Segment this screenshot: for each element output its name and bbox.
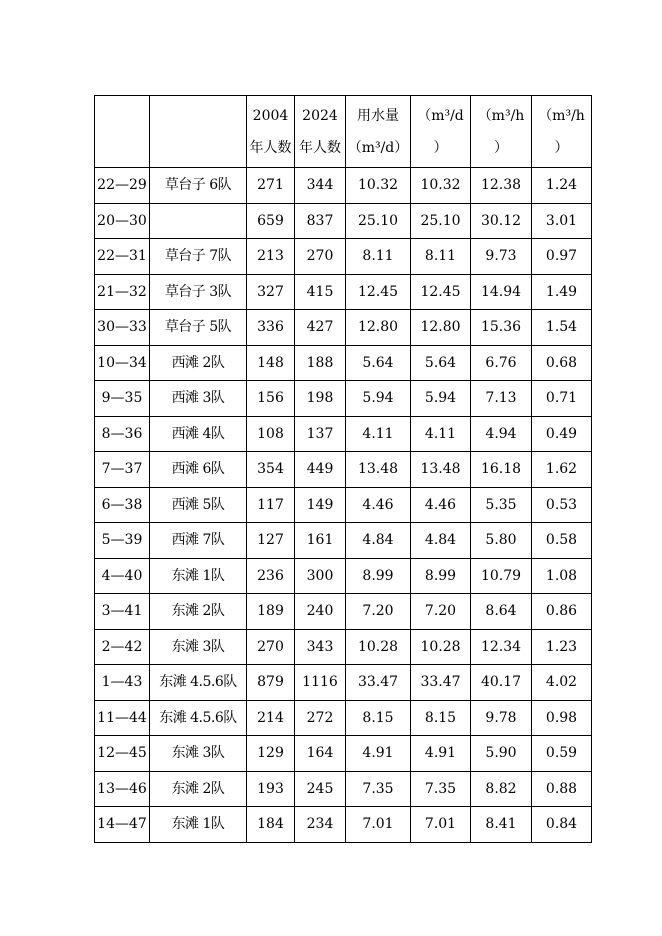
- cell-population-2024: 415: [295, 274, 346, 310]
- header-daily-flow: [411, 96, 471, 168]
- cell-hourly-flow: 8.64: [471, 594, 532, 630]
- table-row: [95, 345, 592, 381]
- cell-node-id: 22—31: [95, 239, 150, 275]
- cell-node-id: 4—40: [95, 558, 150, 594]
- cell-hourly-flow-2: 0.86: [532, 594, 592, 630]
- cell-population-2004: 236: [247, 558, 295, 594]
- cell-location: 东滩 3队: [150, 629, 247, 665]
- cell-population-2024: 245: [295, 771, 346, 807]
- cell-node-id: 21—32: [95, 274, 150, 310]
- cell-daily-flow: 10.32: [411, 168, 471, 204]
- cell-node-id: 6—38: [95, 487, 150, 523]
- cell-population-2024: 149: [295, 487, 346, 523]
- cell-hourly-flow: 5.35: [471, 487, 532, 523]
- header-col1: [95, 96, 150, 168]
- cell-location: 西滩 7队: [150, 523, 247, 559]
- header-col2: [150, 96, 247, 168]
- cell-population-2004: 271: [247, 168, 295, 204]
- cell-population-2024: 272: [295, 700, 346, 736]
- header-population-2024-line1: 2024: [302, 107, 338, 124]
- table-row: [95, 558, 592, 594]
- cell-node-id: 9—35: [95, 381, 150, 417]
- table-row: [95, 665, 592, 701]
- cell-daily-flow: 33.47: [411, 665, 471, 701]
- header-population-2004-line1: 2004: [252, 107, 289, 124]
- cell-population-2004: 336: [247, 310, 295, 346]
- header-population-2024: [295, 96, 346, 168]
- cell-population-2004: 156: [247, 381, 295, 417]
- cell-population-2024: 343: [295, 629, 346, 665]
- header-hourly-flow: [471, 96, 532, 168]
- cell-water-usage: 7.20: [346, 594, 411, 630]
- cell-hourly-flow-2: 0.58: [532, 523, 592, 559]
- cell-hourly-flow: 7.13: [471, 381, 532, 417]
- cell-hourly-flow-2: 0.71: [532, 381, 592, 417]
- table-row: [95, 239, 592, 275]
- cell-hourly-flow-2: 0.68: [532, 345, 592, 381]
- cell-node-id: 5—39: [95, 523, 150, 559]
- cell-hourly-flow: 30.12: [471, 203, 532, 239]
- cell-population-2024: 427: [295, 310, 346, 346]
- cell-population-2004: 193: [247, 771, 295, 807]
- cell-hourly-flow: 8.82: [471, 771, 532, 807]
- cell-hourly-flow-2: 1.24: [532, 168, 592, 204]
- cell-water-usage: 8.11: [346, 239, 411, 275]
- cell-population-2004: 214: [247, 700, 295, 736]
- cell-population-2024: 1116: [295, 665, 346, 701]
- cell-hourly-flow-2: 1.54: [532, 310, 592, 346]
- cell-water-usage: 10.28: [346, 629, 411, 665]
- cell-water-usage: 7.35: [346, 771, 411, 807]
- cell-location: 草台子 3队: [150, 274, 247, 310]
- cell-node-id: 30—33: [95, 310, 150, 346]
- cell-water-usage: 13.48: [346, 452, 411, 488]
- cell-water-usage: 33.47: [346, 665, 411, 701]
- cell-population-2004: 354: [247, 452, 295, 488]
- cell-water-usage: 4.46: [346, 487, 411, 523]
- header-hourly-flow-line1: （m³/h: [477, 107, 525, 124]
- cell-node-id: 14—47: [95, 807, 150, 843]
- table-row: [95, 452, 592, 488]
- cell-node-id: 8—36: [95, 416, 150, 452]
- cell-hourly-flow-2: 0.59: [532, 736, 592, 772]
- cell-hourly-flow: 8.41: [471, 807, 532, 843]
- cell-daily-flow: 10.28: [411, 629, 471, 665]
- table-row: [95, 523, 592, 559]
- cell-population-2024: 300: [295, 558, 346, 594]
- water-usage-table: [94, 95, 592, 843]
- cell-hourly-flow-2: 0.97: [532, 239, 592, 275]
- cell-daily-flow: 4.46: [411, 487, 471, 523]
- table-row: [95, 416, 592, 452]
- cell-population-2024: 164: [295, 736, 346, 772]
- cell-water-usage: 12.45: [346, 274, 411, 310]
- header-daily-flow-line2: ）: [433, 139, 448, 156]
- cell-location: 东滩 1队: [150, 807, 247, 843]
- header-hourly-flow-line2: ）: [494, 139, 508, 156]
- cell-location: 西滩 3队: [150, 381, 247, 417]
- header-water-usage-line2: （m³/d）: [347, 139, 409, 156]
- cell-location: 东滩 4.5.6队: [150, 700, 247, 736]
- cell-daily-flow: 13.48: [411, 452, 471, 488]
- cell-population-2024: 198: [295, 381, 346, 417]
- cell-population-2024: 137: [295, 416, 346, 452]
- cell-hourly-flow-2: 1.23: [532, 629, 592, 665]
- cell-hourly-flow-2: 0.53: [532, 487, 592, 523]
- cell-population-2024: 837: [295, 203, 346, 239]
- cell-population-2004: 189: [247, 594, 295, 630]
- cell-node-id: 10—34: [95, 345, 150, 381]
- cell-location: 西滩 6队: [150, 452, 247, 488]
- cell-hourly-flow-2: 0.88: [532, 771, 592, 807]
- cell-hourly-flow-2: 1.49: [532, 274, 592, 310]
- cell-hourly-flow: 6.76: [471, 345, 532, 381]
- table-row: [95, 168, 592, 204]
- cell-hourly-flow: 15.36: [471, 310, 532, 346]
- cell-daily-flow: 12.80: [411, 310, 471, 346]
- table-row: [95, 807, 592, 843]
- cell-node-id: 3—41: [95, 594, 150, 630]
- cell-daily-flow: 4.84: [411, 523, 471, 559]
- cell-daily-flow: 8.15: [411, 700, 471, 736]
- cell-population-2004: 127: [247, 523, 295, 559]
- cell-daily-flow: 7.01: [411, 807, 471, 843]
- header-water-usage-line1: 用水量: [357, 107, 399, 124]
- cell-hourly-flow-2: 3.01: [532, 203, 592, 239]
- cell-hourly-flow: 5.90: [471, 736, 532, 772]
- cell-population-2004: 148: [247, 345, 295, 381]
- cell-population-2004: 659: [247, 203, 295, 239]
- cell-water-usage: 8.99: [346, 558, 411, 594]
- header-population-2004: [247, 96, 295, 168]
- cell-daily-flow: 5.64: [411, 345, 471, 381]
- cell-population-2024: 161: [295, 523, 346, 559]
- cell-daily-flow: 4.91: [411, 736, 471, 772]
- table-row: [95, 487, 592, 523]
- cell-daily-flow: 5.94: [411, 381, 471, 417]
- cell-water-usage: 4.84: [346, 523, 411, 559]
- cell-location: 东滩 2队: [150, 771, 247, 807]
- cell-population-2004: 327: [247, 274, 295, 310]
- cell-population-2024: 240: [295, 594, 346, 630]
- cell-population-2004: 108: [247, 416, 295, 452]
- header-hourly-flow-2-line1: （m³/h: [538, 107, 585, 124]
- cell-daily-flow: 8.99: [411, 558, 471, 594]
- cell-node-id: 1—43: [95, 665, 150, 701]
- cell-hourly-flow: 10.79: [471, 558, 532, 594]
- cell-population-2024: 344: [295, 168, 346, 204]
- cell-location: 西滩 4队: [150, 416, 247, 452]
- cell-population-2004: 184: [247, 807, 295, 843]
- cell-population-2004: 879: [247, 665, 295, 701]
- cell-population-2004: 270: [247, 629, 295, 665]
- cell-daily-flow: 7.20: [411, 594, 471, 630]
- cell-node-id: 20—30: [95, 203, 150, 239]
- cell-population-2004: 129: [247, 736, 295, 772]
- cell-water-usage: 5.64: [346, 345, 411, 381]
- cell-location: 西滩 2队: [150, 345, 247, 381]
- header-hourly-flow-2-line2: ）: [554, 139, 569, 156]
- table-row: [95, 310, 592, 346]
- cell-population-2004: 117: [247, 487, 295, 523]
- cell-population-2024: 188: [295, 345, 346, 381]
- table-row: [95, 771, 592, 807]
- cell-daily-flow: 7.35: [411, 771, 471, 807]
- cell-hourly-flow-2: 1.08: [532, 558, 592, 594]
- header-hourly-flow-2: [532, 96, 592, 168]
- cell-daily-flow: 4.11: [411, 416, 471, 452]
- table-row: [95, 381, 592, 417]
- cell-hourly-flow: 12.38: [471, 168, 532, 204]
- cell-water-usage: 7.01: [346, 807, 411, 843]
- cell-node-id: 11—44: [95, 700, 150, 736]
- cell-hourly-flow-2: 1.62: [532, 452, 592, 488]
- cell-location: 东滩 3队: [150, 736, 247, 772]
- cell-node-id: 22—29: [95, 168, 150, 204]
- cell-location: 东滩 1队: [150, 558, 247, 594]
- header-water-usage: [346, 96, 411, 168]
- cell-water-usage: 8.15: [346, 700, 411, 736]
- cell-location: 东滩 4.5.6队: [150, 665, 247, 701]
- cell-daily-flow: 25.10: [411, 203, 471, 239]
- cell-water-usage: 5.94: [346, 381, 411, 417]
- cell-water-usage: 12.80: [346, 310, 411, 346]
- cell-location: 草台子 5队: [150, 310, 247, 346]
- cell-node-id: 2—42: [95, 629, 150, 665]
- header-row: [95, 96, 592, 168]
- cell-hourly-flow-2: 0.84: [532, 807, 592, 843]
- cell-daily-flow: 12.45: [411, 274, 471, 310]
- cell-location: 草台子 7队: [150, 239, 247, 275]
- cell-hourly-flow-2: 4.02: [532, 665, 592, 701]
- cell-hourly-flow: 16.18: [471, 452, 532, 488]
- cell-hourly-flow-2: 0.98: [532, 700, 592, 736]
- header-population-2004-line2: 年人数: [249, 139, 292, 156]
- cell-hourly-flow: 14.94: [471, 274, 532, 310]
- cell-daily-flow: 8.11: [411, 239, 471, 275]
- cell-hourly-flow: 40.17: [471, 665, 532, 701]
- cell-node-id: 12—45: [95, 736, 150, 772]
- cell-population-2024: 449: [295, 452, 346, 488]
- table-row: [95, 736, 592, 772]
- table-row: [95, 700, 592, 736]
- cell-population-2024: 270: [295, 239, 346, 275]
- cell-water-usage: 25.10: [346, 203, 411, 239]
- table-row: [95, 629, 592, 665]
- cell-population-2024: 234: [295, 807, 346, 843]
- cell-water-usage: 4.91: [346, 736, 411, 772]
- cell-water-usage: 10.32: [346, 168, 411, 204]
- cell-node-id: 13—46: [95, 771, 150, 807]
- cell-hourly-flow: 12.34: [471, 629, 532, 665]
- cell-hourly-flow: 5.80: [471, 523, 532, 559]
- cell-hourly-flow: 9.78: [471, 700, 532, 736]
- cell-hourly-flow: 4.94: [471, 416, 532, 452]
- cell-node-id: 7—37: [95, 452, 150, 488]
- table-row: [95, 594, 592, 630]
- table-row: [95, 274, 592, 310]
- cell-location: 西滩 5队: [150, 487, 247, 523]
- cell-hourly-flow-2: 0.49: [532, 416, 592, 452]
- cell-hourly-flow: 9.73: [471, 239, 532, 275]
- cell-location: [150, 203, 247, 239]
- table-row: [95, 203, 592, 239]
- cell-population-2004: 213: [247, 239, 295, 275]
- cell-water-usage: 4.11: [346, 416, 411, 452]
- header-daily-flow-line1: （m³/d: [417, 107, 464, 124]
- cell-location: 东滩 2队: [150, 594, 247, 630]
- header-population-2024-line2: 年人数: [299, 139, 341, 156]
- cell-location: 草台子 6队: [150, 168, 247, 204]
